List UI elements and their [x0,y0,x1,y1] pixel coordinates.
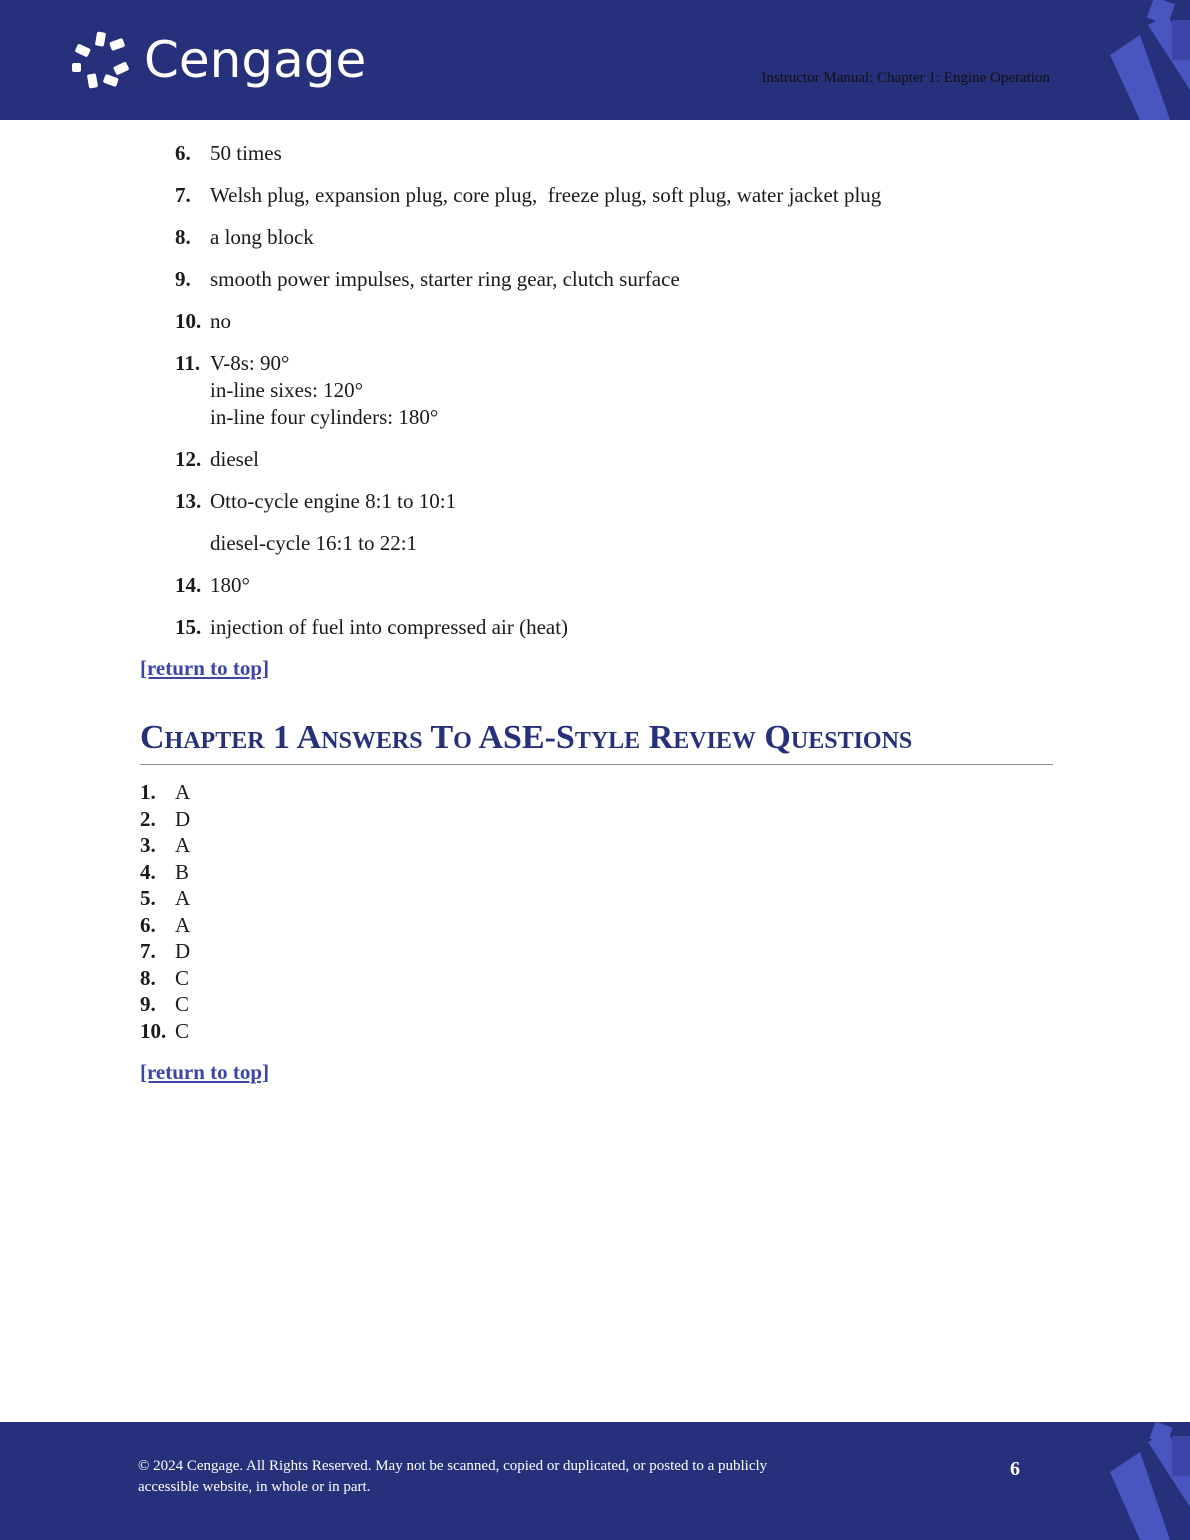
ase-answer-item [140,1018,190,1045]
page-header [0,0,1190,120]
ase-answer-item [140,859,190,886]
ase-answer-number: 9. [140,992,156,1016]
answer-number: 6. [175,141,191,165]
section-title: Chapter 1 Answers To ASE-Style Review Questions [140,718,1053,765]
return-to-top-link[interactable]: [return to top] [140,1060,270,1084]
answer-item [175,224,1055,251]
answer-line: diesel [210,447,259,471]
answer-text [210,266,1055,293]
answer-line: in-line sixes: 120° [210,378,364,402]
ase-answer-number: 3. [140,833,156,857]
header-title: Instructor Manual: Chapter 1: Engine Operation [761,70,1050,86]
ase-answer-letter: D [175,939,191,963]
answer-number: 11. [175,351,201,375]
answer-item [175,446,1055,473]
ase-answer-number: 8. [140,965,156,990]
answer-line: smooth power impulses, starter ring gear, clutch surface [210,267,680,291]
ase-answer-letter: A [175,780,191,804]
answer-number: 12. [175,447,202,471]
ase-answer-letter: A [175,886,191,910]
short-answer-list [175,140,1055,656]
ase-answer-letter: A [175,912,191,937]
answer-number: 8. [175,225,191,249]
ase-answer-item [140,779,190,806]
ase-answer-number: 2. [140,806,156,831]
answer-text [210,572,1055,599]
answer-item [175,140,1055,167]
ase-answer-list [140,779,190,1044]
ase-answer-item [140,806,190,833]
answer-text [210,446,1055,473]
ase-answer-item [140,991,190,1018]
ase-answer-item [140,832,190,859]
ase-answer-letter: C [175,965,190,990]
answer-line: Otto-cycle engine 8:1 to 10:1 [210,489,457,513]
answer-number: 14. [175,573,202,597]
answer-item [175,182,1055,209]
answer-item [175,308,1055,335]
return-to-top-link[interactable]: [return to top] [140,656,270,680]
ase-answer-number: 5. [140,886,156,910]
ase-answer-letter: A [175,833,191,857]
ase-answer-number: 1. [140,780,156,804]
answer-line: Welsh plug, expansion plug, core plug, freeze plug, soft plug, water jacket plug [210,183,882,207]
cengage-logo [70,30,366,90]
ase-answer-number: 6. [140,912,156,937]
answer-number: 15. [175,615,202,639]
answer-text [210,350,1055,431]
ase-answer-letter: D [175,806,191,831]
answer-number: 13. [175,489,202,513]
answer-line: a long block [210,225,314,249]
answer-line: no [210,309,231,333]
answer-line: 180° [210,573,250,597]
ase-answer-number: 10. [140,1018,167,1043]
ase-answer-letter: B [175,859,190,884]
answer-line: V-8s: 90° [210,351,290,375]
answer-number: 10. [175,309,202,333]
ase-answer-item [140,912,190,939]
answer-text [210,614,1055,641]
brand-name: Cengage [144,31,367,89]
answer-line: in-line four cylinders: 180° [210,405,439,429]
answer-item [175,572,1055,599]
decorative-pattern-icon [1110,1422,1190,1540]
cengage-logo-mark-icon [70,30,132,90]
ase-answer-letter: C [175,1018,190,1043]
answer-number: 9. [175,267,191,291]
answer-text [210,182,1055,209]
page-footer [0,1422,1190,1540]
ase-answer-number: 4. [140,859,156,884]
page-number: 6 [1010,1458,1020,1480]
answer-line: injection of fuel into compressed air (heat) [210,615,569,639]
ase-answer-number: 7. [140,939,156,963]
answer-text [210,488,1055,557]
ase-answer-letter: C [175,992,190,1016]
copyright-notice [138,1456,838,1498]
ase-answer-item [140,965,190,992]
answer-item [175,488,1055,557]
answer-item [175,350,1055,431]
decorative-pattern-icon [1110,0,1190,120]
answer-text [210,308,1055,335]
copyright-line: accessible website, in whole or in part. [138,1479,371,1495]
copyright-line: © 2024 Cengage. All Rights Reserved. May not be scanned, copied or duplicated, or posted to a publicly [138,1458,768,1474]
answer-item [175,266,1055,293]
answer-number: 7. [175,183,191,207]
answer-text [210,140,1055,167]
answer-text [210,224,1055,251]
answer-line: 50 times [210,141,282,165]
answer-item [175,614,1055,641]
ase-answer-item [140,885,190,912]
answer-line: diesel-cycle 16:1 to 22:1 [210,531,418,555]
ase-answer-item [140,938,190,965]
